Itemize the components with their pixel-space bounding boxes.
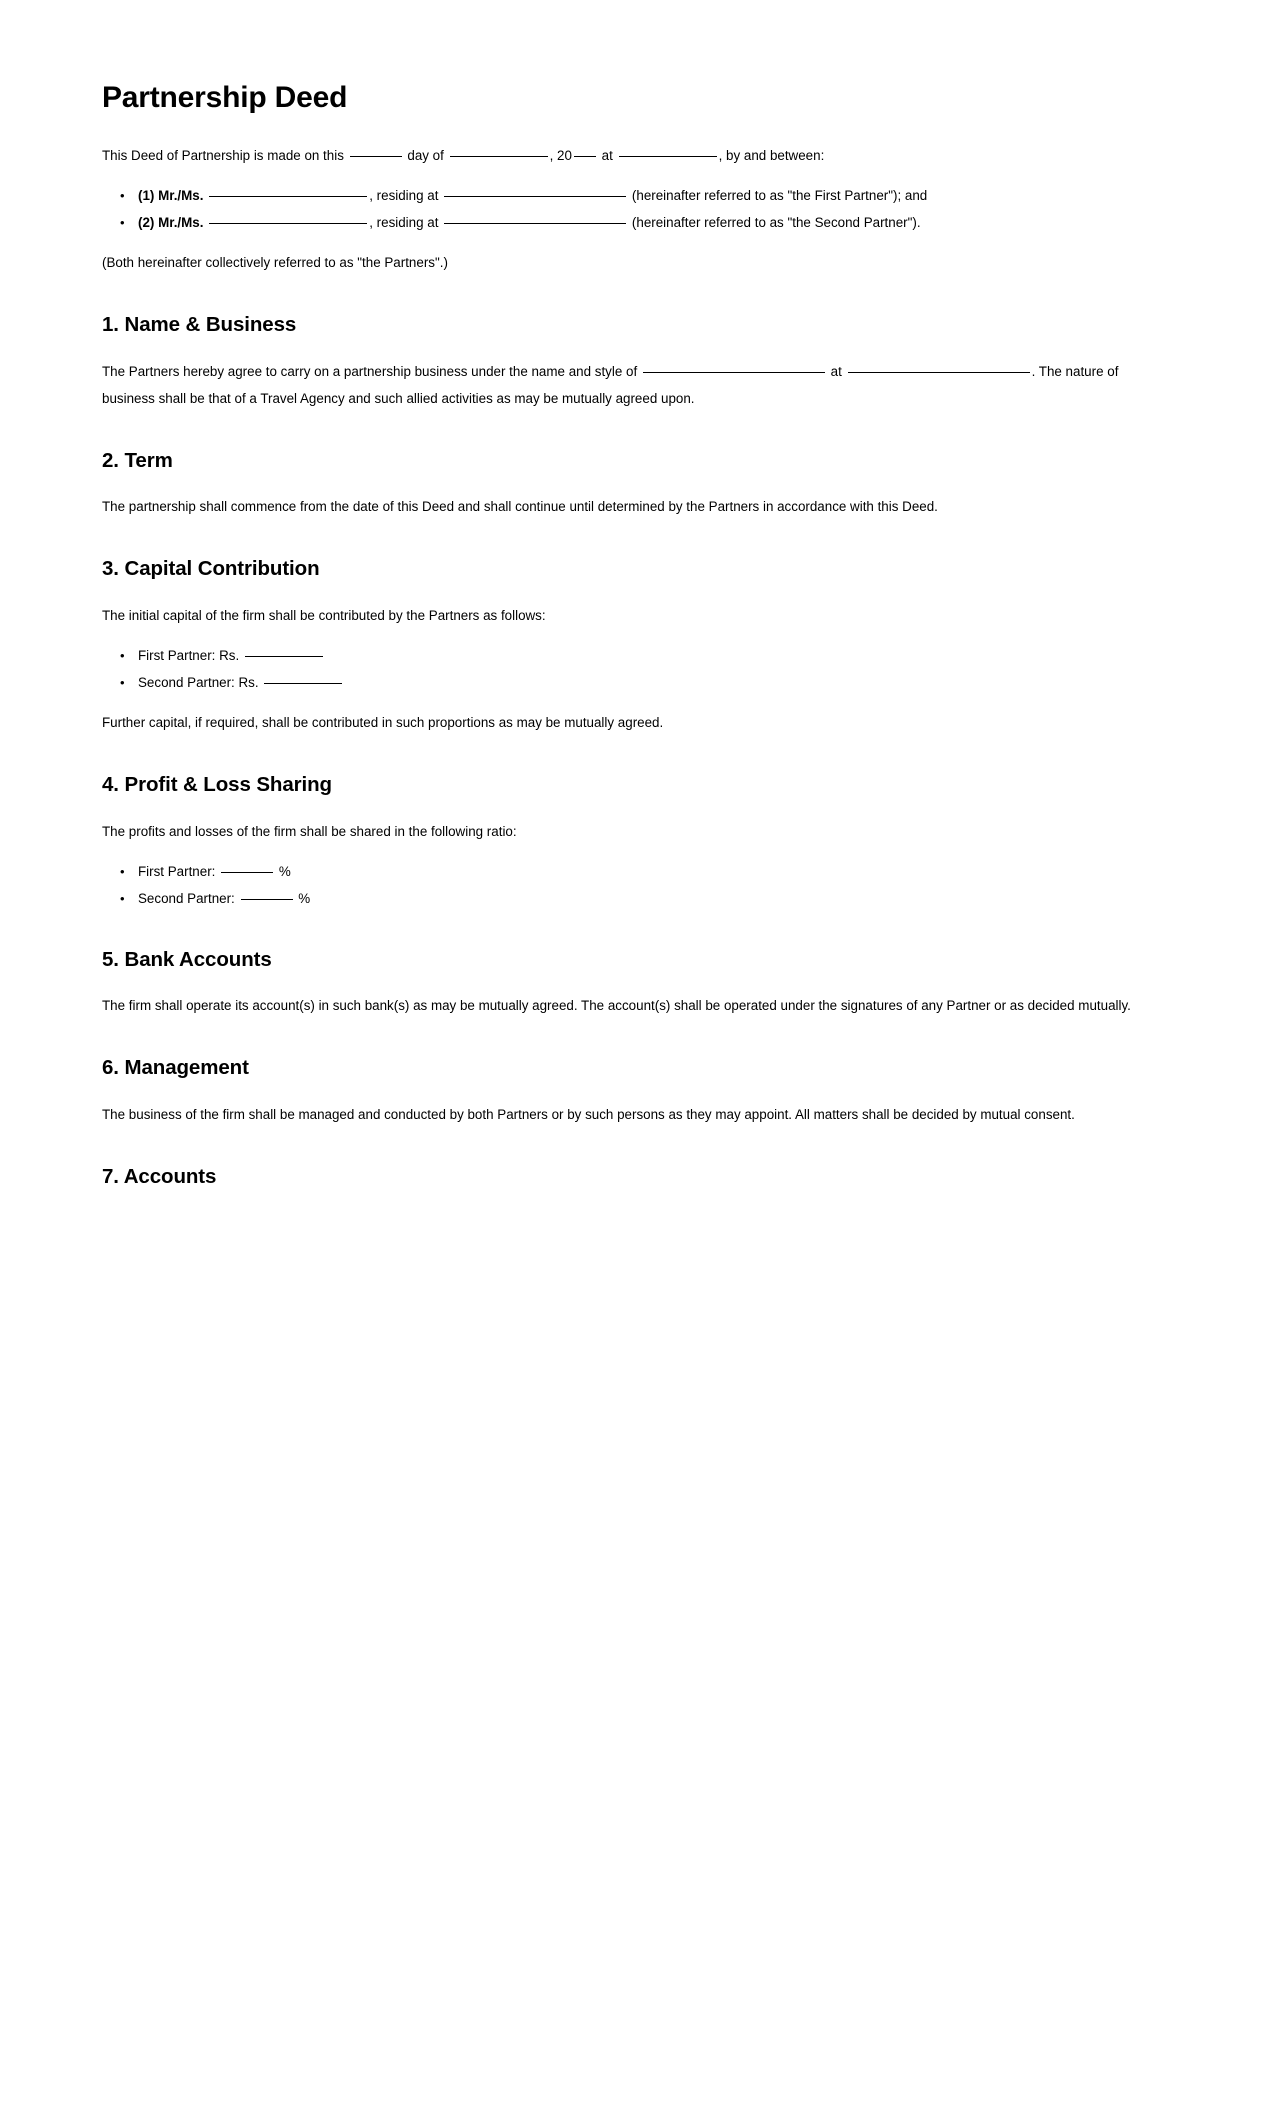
section-5-body: The firm shall operate its account(s) in such bank(s) as may be mutually agreed. The account(s) shall be operated under the signatures of any Partner or as decided mutually.	[102, 998, 1131, 1014]
intro-text-part2: day of	[407, 148, 444, 163]
blank-party-1-address[interactable]	[444, 185, 626, 197]
list-item	[136, 670, 1163, 695]
party-1-mid: , residing at	[369, 188, 439, 203]
capital-second-partner-label: Second Partner: Rs.	[138, 674, 259, 690]
section-heading-accounts: 7. Accounts	[102, 1164, 217, 1188]
profit-second-partner-unit: %	[298, 890, 311, 906]
intro-text-part3: , 20	[549, 148, 572, 163]
blank-day[interactable]	[350, 145, 402, 157]
blank-capital-first-partner[interactable]	[245, 645, 323, 657]
section-6-body: The business of the firm shall be managed and conducted by both Partners or by such persons as they may appoint. All matters shall be decided by mutual consent.	[102, 1106, 1075, 1122]
section-2-body: The partnership shall commence from the date of this Deed and shall continue until determined by the Partners in accordance with this Deed.	[102, 499, 938, 515]
section-heading-management: 6. Management	[102, 1056, 249, 1080]
profit-first-partner-unit: %	[278, 863, 291, 879]
capital-contribution-list	[102, 643, 1163, 695]
profit-first-partner-label: First Partner:	[138, 863, 216, 879]
blank-party-2-address[interactable]	[444, 212, 626, 224]
section-3-body: The initial capital of the firm shall be contributed by the Partners as follows:	[102, 607, 546, 623]
section-1-mid: at	[830, 363, 842, 379]
blank-profit-second-partner[interactable]	[241, 888, 293, 900]
capital-first-partner-label: First Partner: Rs.	[138, 647, 240, 663]
blank-party-2-name[interactable]	[209, 212, 367, 224]
party-1-label: (1) Mr./Ms.	[138, 188, 204, 203]
parties-list	[102, 183, 1163, 235]
section-1-lead: The Partners hereby agree to carry on a partnership business under the name and style of	[102, 363, 638, 379]
blank-year[interactable]	[574, 145, 596, 157]
list-item	[136, 210, 1163, 235]
section-1-tail: . The nature of business shall be that of a Travel Agency and such allied activities as may be mutually agreed upon.	[102, 363, 1119, 406]
intro-text-part4: at	[601, 148, 613, 163]
section-heading-term: 2. Term	[102, 448, 173, 472]
party-2-label: (2) Mr./Ms.	[138, 215, 204, 230]
list-item	[136, 859, 1163, 884]
list-item	[136, 886, 1163, 911]
collective-note: (Both hereinafter collectively referred to as "the Partners".)	[102, 255, 448, 270]
party-2-mid: , residing at	[369, 215, 439, 230]
intro-text-part5: , by and between:	[718, 148, 825, 163]
profit-second-partner-label: Second Partner:	[138, 890, 235, 906]
list-item	[136, 183, 1163, 208]
section-heading-bank-accounts: 5. Bank Accounts	[102, 947, 272, 971]
page-bottom-whitespace	[102, 1209, 1163, 2069]
blank-party-1-name[interactable]	[209, 185, 367, 197]
blank-capital-second-partner[interactable]	[264, 672, 342, 684]
section-heading-capital-contribution: 3. Capital Contribution	[102, 557, 320, 581]
section-3-footer: Further capital, if required, shall be contributed in such proportions as may be mutually agreed.	[102, 714, 664, 730]
section-heading-name-business: 1. Name & Business	[102, 313, 297, 336]
blank-firm-place[interactable]	[848, 361, 1030, 373]
blank-place[interactable]	[619, 145, 717, 157]
blank-profit-first-partner[interactable]	[221, 861, 273, 873]
party-1-tail: (hereinafter referred to as "the First Partner"); and	[631, 188, 928, 203]
profit-sharing-list	[102, 859, 1163, 911]
intro-text-part1: This Deed of Partnership is made on this	[102, 148, 344, 163]
section-4-body: The profits and losses of the firm shall be shared in the following ratio:	[102, 823, 517, 839]
section-1-body	[102, 358, 1162, 412]
intro-paragraph	[102, 142, 1162, 169]
blank-month[interactable]	[450, 145, 548, 157]
party-2-tail: (hereinafter referred to as "the Second Partner").	[631, 215, 921, 230]
list-item	[136, 643, 1163, 668]
section-heading-profit-loss-sharing: 4. Profit & Loss Sharing	[102, 772, 332, 796]
blank-firm-name[interactable]	[643, 361, 825, 373]
page-title: Partnership Deed	[102, 81, 348, 114]
